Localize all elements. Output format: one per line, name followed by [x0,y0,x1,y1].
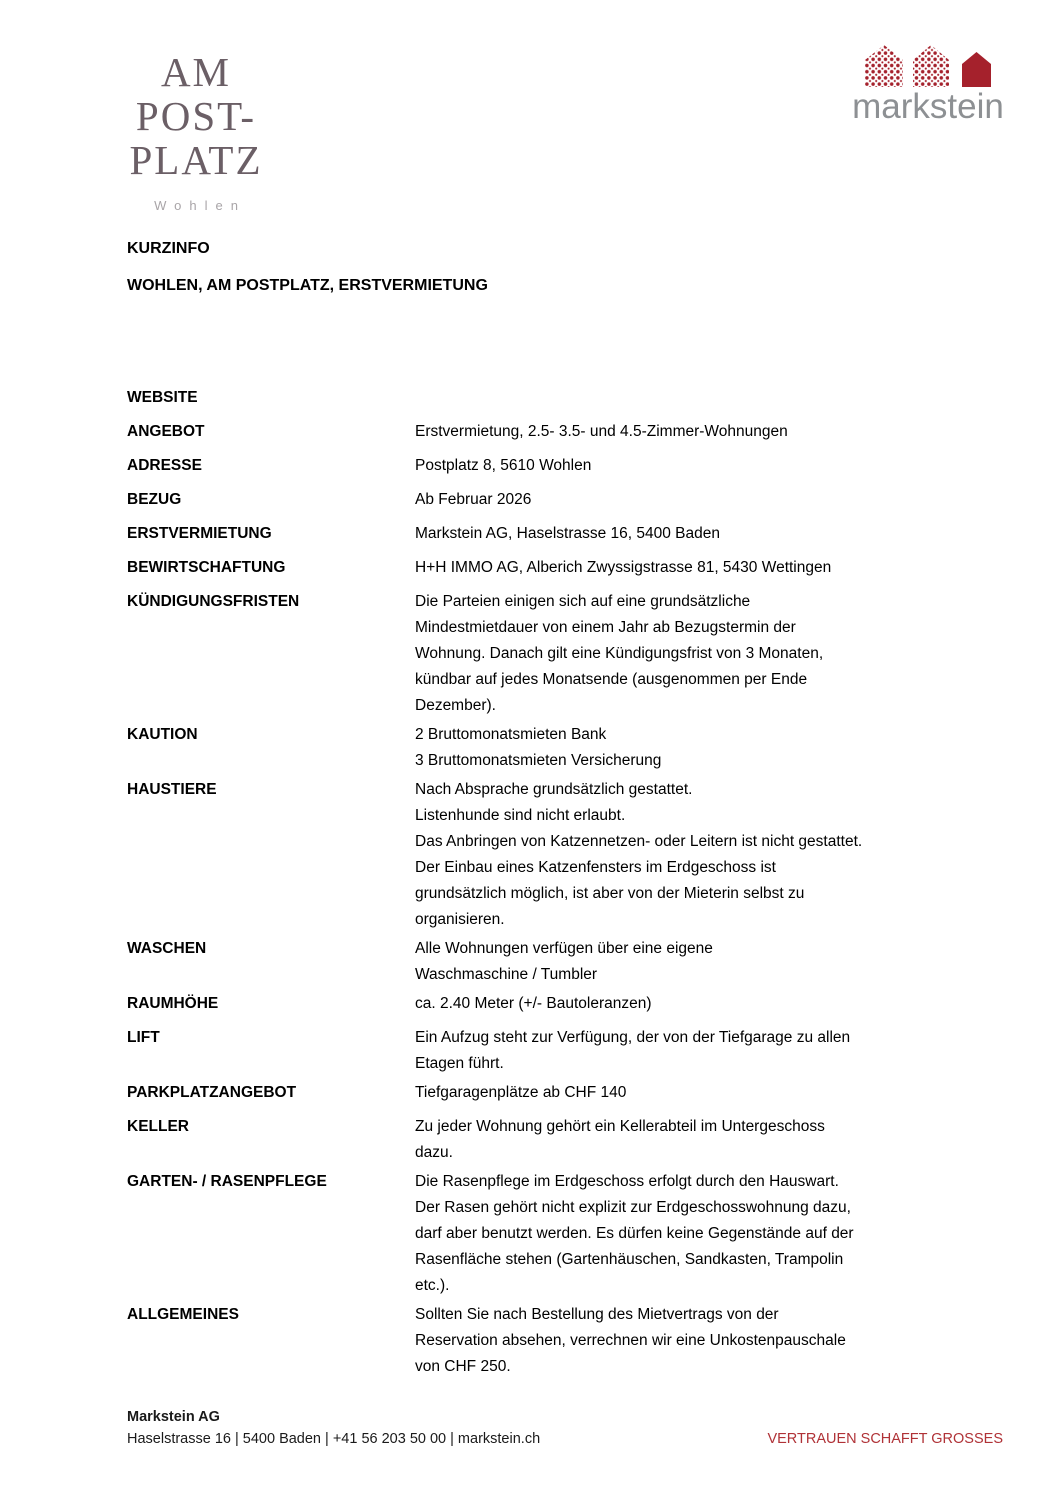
info-row [127,722,1009,774]
row-label: WEBSITE [127,389,198,406]
project-logo-line2: PLATZ [129,137,263,183]
row-label: KAUTION [127,726,198,743]
row-value [415,936,713,988]
row-value-line: darf aber benutzt werden. Es dürfen keine Gegenstände auf der [415,1225,854,1242]
row-value-line: Rasenfläche stehen (Gartenhäuschen, Sandkasten, Trampolin [415,1251,844,1268]
info-row [127,1302,1009,1380]
row-value [415,991,652,1017]
info-row [127,589,1009,719]
project-logo-subtitle: Wohlen [154,198,246,213]
row-value-line: Ab Februar 2026 [415,491,532,508]
info-table [127,385,1009,1383]
row-label: WASCHEN [127,940,207,957]
markstein-wordmark: markstein [852,87,1004,126]
row-value [415,453,591,479]
page-footer [127,1406,1003,1450]
info-row [127,419,1009,445]
row-value [415,419,788,445]
row-label: RAUMHÖHE [127,995,219,1012]
row-value-line: Postplatz 8, 5610 Wohlen [415,457,592,474]
row-label: ANGEBOT [127,423,205,440]
row-value-line: H+H IMMO AG, Alberich Zwyssigstrasse 81, 5430 Wettingen [415,559,832,576]
row-label: LIFT [127,1029,160,1046]
row-label: BEWIRTSCHAFTUNG [127,559,286,576]
row-value-line: Waschmaschine / Tumbler [415,966,598,983]
row-label: BEZUG [127,491,182,508]
info-row [127,521,1009,547]
solid-house-icon [962,52,991,87]
row-label: KÜNDIGUNGSFRISTEN [127,593,300,610]
info-row [127,385,1009,411]
row-value-line: etc.). [415,1277,450,1294]
row-value [415,1025,850,1077]
footer-tagline: VERTRAUEN SCHAFFT GROSSES [767,1431,1003,1447]
row-value [415,1080,626,1106]
info-row [127,1169,1009,1299]
row-value-line: dazu. [415,1144,453,1161]
row-value [415,777,862,933]
project-logo [96,50,296,213]
info-row [127,777,1009,933]
row-value-line: Tiefgaragenplätze ab CHF 140 [415,1084,627,1101]
markstein-logo [848,45,1008,125]
footer-company: Markstein AG [127,1409,220,1425]
page-subtitle: WOHLEN, AM POSTPLATZ, ERSTVERMIETUNG [127,277,488,294]
info-row [127,453,1009,479]
info-row [127,487,1009,513]
row-value-line: Sollten Sie nach Bestellung des Mietvertrags von der [415,1306,779,1323]
page-title: KURZINFO [127,240,210,257]
info-row [127,991,1009,1017]
row-value-line: Zu jeder Wohnung gehört ein Kellerabteil im Untergeschoss [415,1118,825,1135]
row-value-line: Markstein AG, Haselstrasse 16, 5400 Baden [415,525,720,542]
row-value-line: Etagen führt. [415,1055,504,1072]
project-logo-line1: AM POST- [135,49,257,139]
row-value-line: Reservation absehen, verrechnen wir eine Unkostenpauschale [415,1332,846,1349]
row-label: GARTEN- / RASENPFLEGE [127,1173,327,1190]
row-value-line: Das Anbringen von Katzennetzen- oder Leitern ist nicht gestattet. [415,833,863,850]
row-label: ALLGEMEINES [127,1306,239,1323]
row-value-line: Der Einbau eines Katzenfensters im Erdgeschoss ist [415,859,776,876]
row-label: KELLER [127,1118,189,1135]
row-label: PARKPLATZANGEBOT [127,1084,297,1101]
info-row [127,1080,1009,1106]
row-label: ERSTVERMIETUNG [127,525,272,542]
row-value-line: Die Parteien einigen sich auf eine grundsätzliche [415,593,751,610]
info-row [127,1114,1009,1166]
markstein-houses-icon [865,45,991,87]
row-value-line: Mindestmietdauer von einem Jahr ab Bezugstermin der [415,619,796,636]
row-value-line: Die Rasenpflege im Erdgeschoss erfolgt durch den Hauswart. [415,1173,839,1190]
info-row [127,936,1009,988]
row-value [415,1169,854,1299]
row-label: ADRESSE [127,457,202,474]
row-value-line: organisieren. [415,911,505,928]
row-value [415,1302,846,1380]
row-value [415,1114,825,1166]
row-value-line: von CHF 250. [415,1358,511,1375]
row-value-line: Nach Absprache grundsätzlich gestattet. [415,781,693,798]
row-value-line: kündbar auf jedes Monatsende (ausgenommen per Ende [415,671,808,688]
row-value [415,487,531,513]
row-value-line: Ein Aufzug steht zur Verfügung, der von der Tiefgarage zu allen [415,1029,851,1046]
row-value [415,521,720,547]
row-value-line: Dezember). [415,697,496,714]
row-value [415,722,661,774]
info-row [127,555,1009,581]
row-value-line: Der Rasen gehört nicht explizit zur Erdgeschosswohnung dazu, [415,1199,851,1216]
row-value-line: grundsätzlich möglich, ist aber von der Mieterin selbst zu [415,885,805,902]
row-value-line: 2 Bruttomonatsmieten Bank [415,726,607,743]
row-label: HAUSTIERE [127,781,217,798]
row-value [415,555,831,581]
row-value-line: Wohnung. Danach gilt eine Kündigungsfrist von 3 Monaten, [415,645,824,662]
row-value-line: ca. 2.40 Meter (+/- Bautoleranzen) [415,995,652,1012]
dotted-house-icon [913,45,949,87]
dotted-house-icon [865,45,903,87]
footer-contact: Haselstrasse 16 | 5400 Baden | +41 56 203 50 00 | markstein.ch [127,1431,541,1447]
title-block [127,240,488,295]
info-row [127,1025,1009,1077]
row-value-line: Erstvermietung, 2.5- 3.5- und 4.5-Zimmer-Wohnungen [415,423,788,440]
row-value [415,589,823,719]
row-value-line: 3 Bruttomonatsmieten Versicherung [415,752,662,769]
row-value-line: Alle Wohnungen verfügen über eine eigene [415,940,713,957]
row-value-line: Listenhunde sind nicht erlaubt. [415,807,626,824]
